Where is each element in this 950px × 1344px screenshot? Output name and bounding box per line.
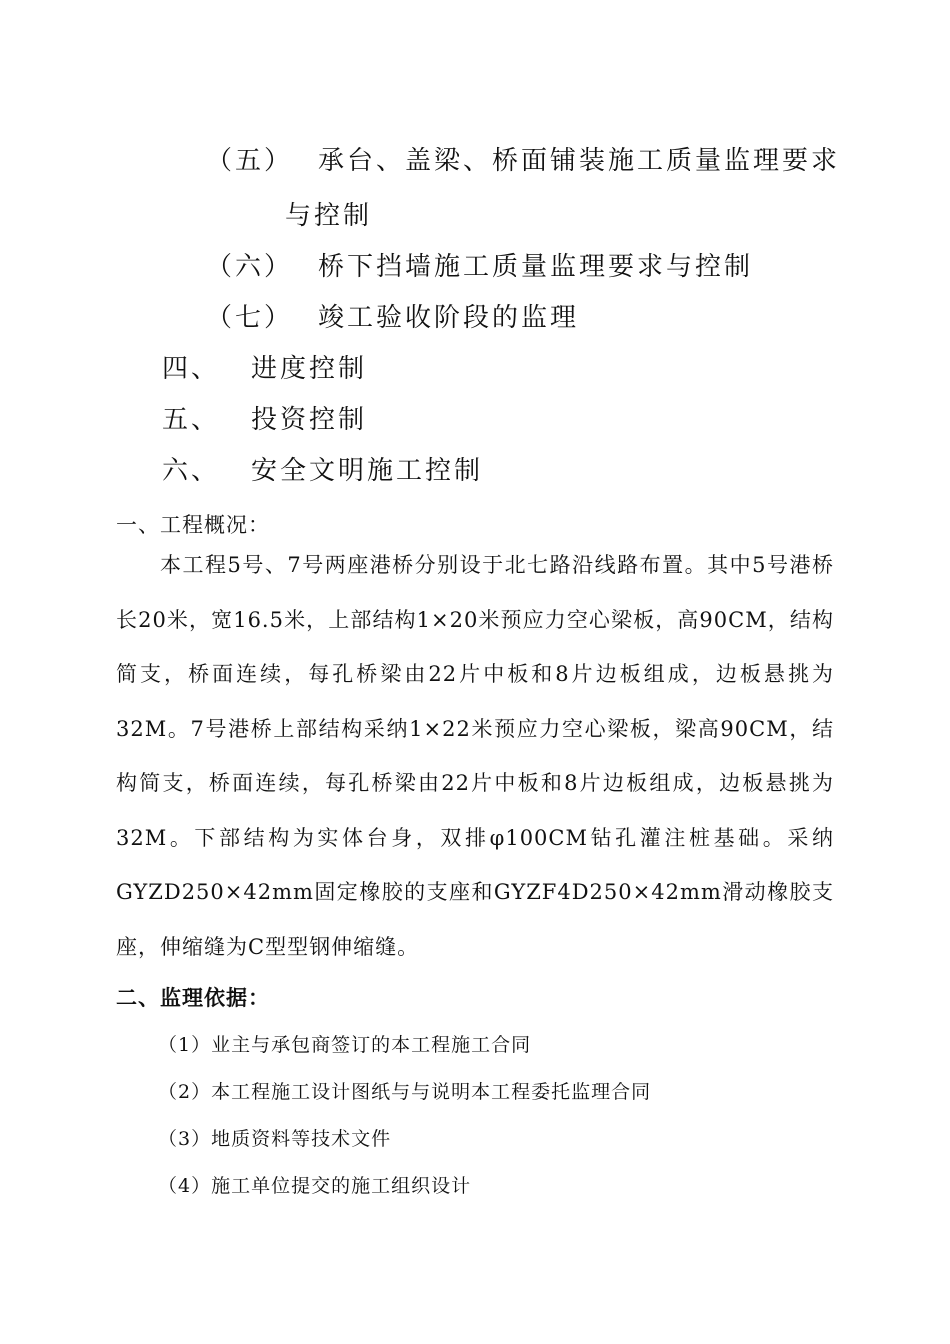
toc-entry-text: 安全文明施工控制 (251, 456, 484, 486)
toc-entry-text: 竣工验收阶段的监理 (318, 303, 580, 333)
overview-paragraph: 本工程5号、7号两座港桥分别设于北七路沿线路布置。其中5号港桥长20米，宽16.5米，上部结构1×20米预应力空心梁板，高90CM，结构简支，桥面连续，每孔桥梁由22片中板和8片边板组成，边板悬挑为32M。7号港桥上部结构采纳1×22米预应力空心梁板，梁高90CM，结构简支，桥面连续，每孔桥梁由22片中板和8片边板组成，边板悬挑为32M。下部结构为实体台身，双排φ100CM钻孔灌注桩基础。采纳GYZD250×42mm固定橡胶的支座和GYZF4D250×42mm滑动橡胶支座，伸缩缝为C型型钢伸缩缝。 (116, 553, 834, 959)
toc-entry-number: 五、 (162, 405, 221, 435)
toc-entry-text: 承台、盖梁、桥面铺装施工质量监理要求 (318, 146, 841, 176)
toc-entry-sec6 (0, 450, 950, 490)
toc-entry-number: 四、 (162, 354, 221, 384)
toc-entry-number: （七） (206, 303, 294, 333)
toc-entry-text: 桥下挡墙施工质量监理要求与控制 (318, 252, 754, 282)
overview-heading: 一、工程概况： (116, 513, 270, 537)
toc-entry-text: 进度控制 (251, 354, 368, 384)
toc-entry-text: 投资控制 (251, 405, 368, 435)
toc-entry-sub7 (0, 297, 950, 337)
toc-entry-sub5 (0, 140, 950, 180)
toc-entry-number: （五） (206, 146, 294, 176)
toc-entry-sub6 (0, 246, 950, 286)
toc-entry-text: 与控制 (285, 201, 373, 231)
basis-heading: 二、监理依据： (116, 986, 270, 1010)
basis-item: （3）地质资料等技术文件 (158, 1128, 392, 1150)
basis-item: （1）业主与承包商签订的本工程施工合同 (158, 1034, 532, 1056)
toc-entry-sec4 (0, 348, 950, 388)
basis-item: （4）施工单位提交的施工组织设计 (158, 1175, 472, 1197)
basis-item: （2）本工程施工设计图纸与与说明本工程委托监理合同 (158, 1081, 652, 1103)
toc-entry-sub5-continued (285, 195, 372, 232)
toc-entry-number: 六、 (162, 456, 221, 486)
toc-entry-sec5 (0, 399, 950, 439)
toc-entry-number: （六） (206, 252, 294, 282)
